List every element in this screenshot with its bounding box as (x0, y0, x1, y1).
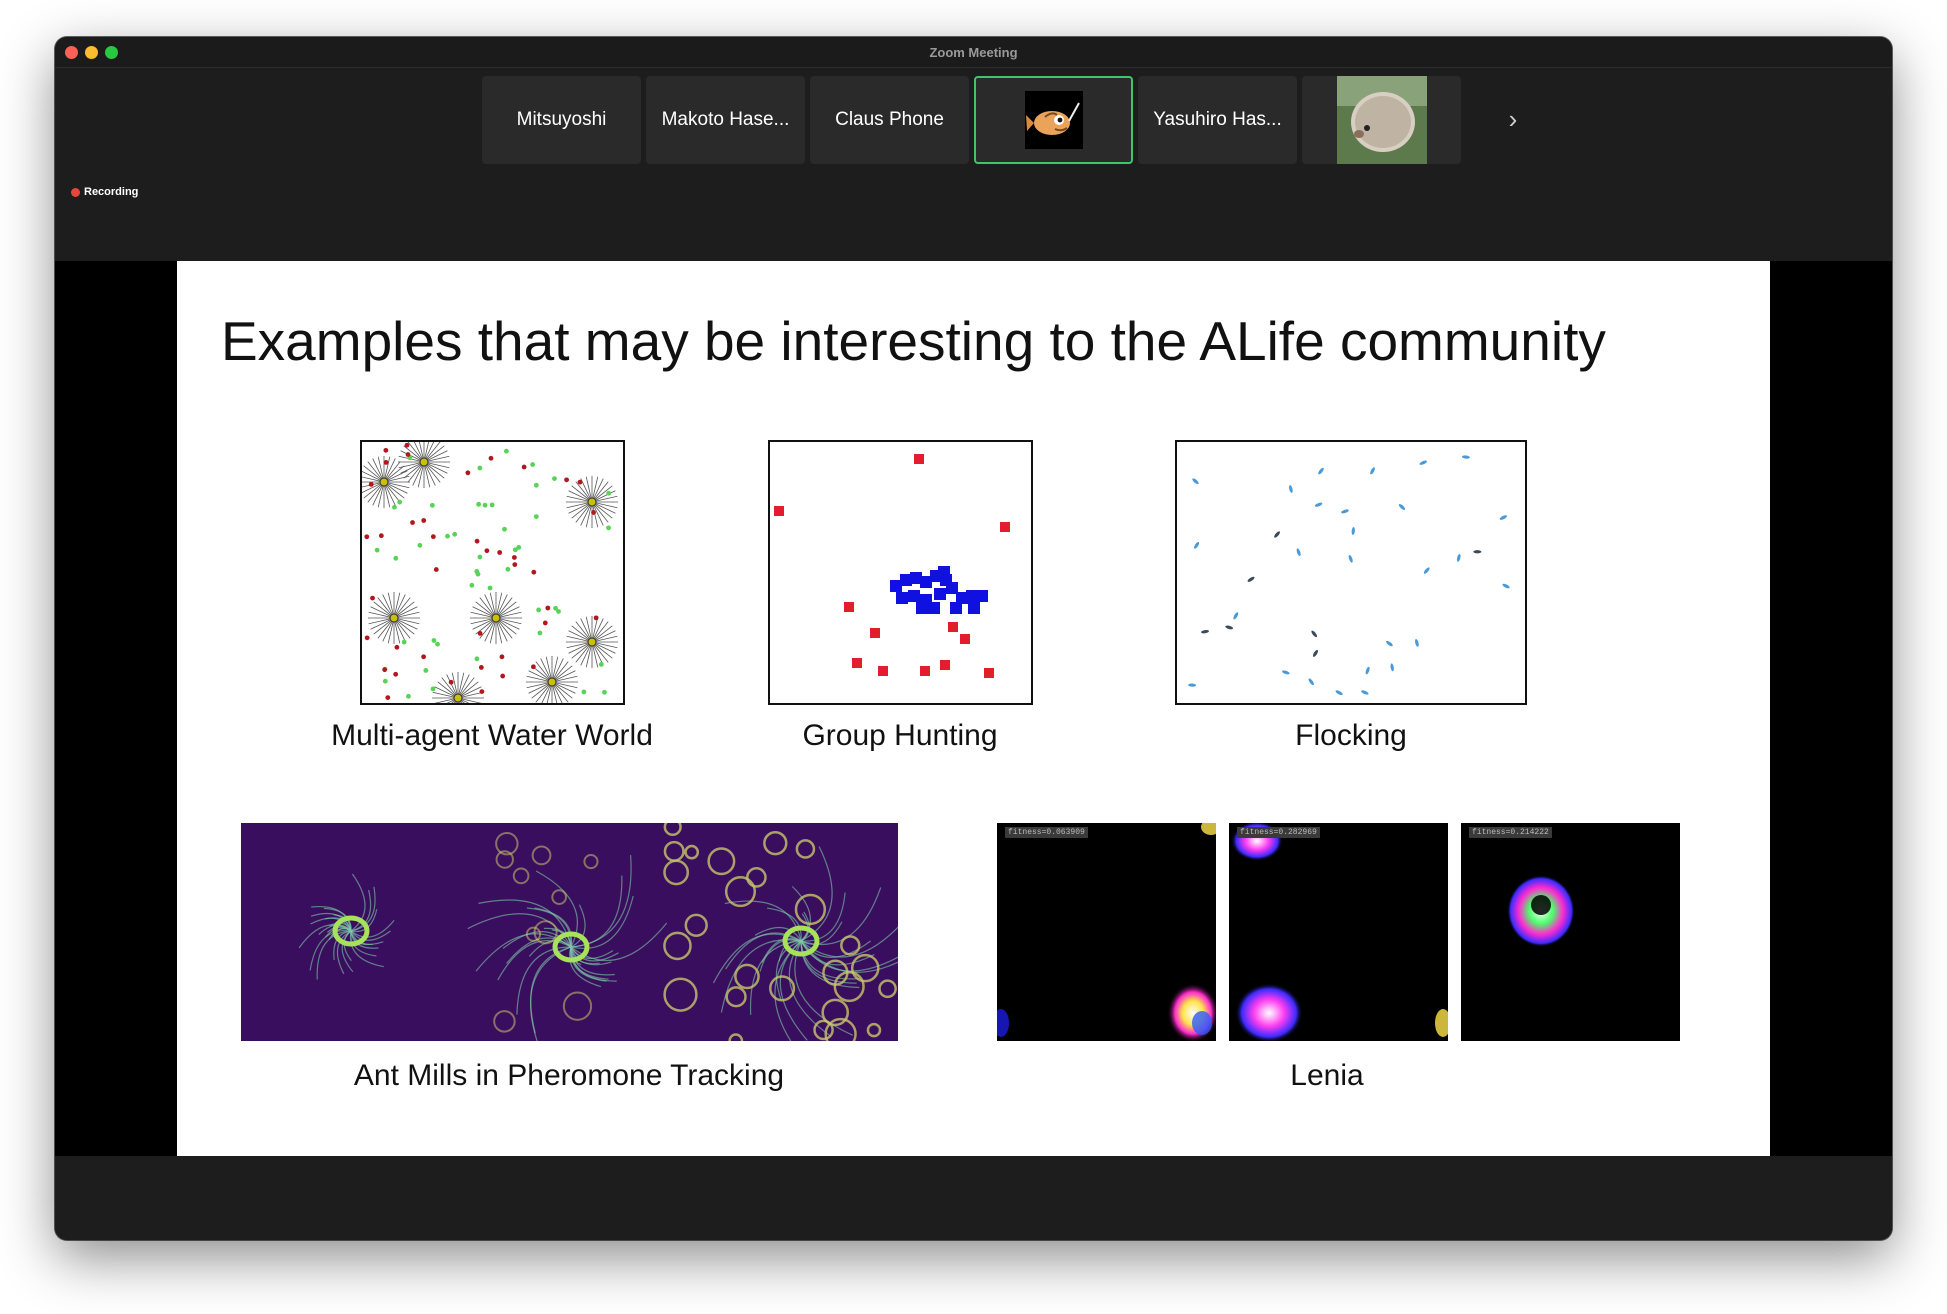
pheromone-trail (571, 855, 631, 947)
food-dot (553, 606, 558, 611)
food-dot (606, 525, 611, 530)
chevron-right-icon[interactable]: › (1508, 104, 1518, 134)
poison-dot (497, 550, 502, 555)
poison-dot (475, 539, 480, 544)
prey-square (878, 666, 888, 676)
prey-square (870, 628, 880, 638)
food-dot (504, 449, 509, 454)
boid (1390, 663, 1394, 671)
boid (1310, 630, 1318, 638)
food-dot (470, 583, 475, 588)
predator-square (896, 592, 908, 604)
food-dot (506, 567, 511, 572)
boid (1369, 467, 1376, 476)
group-hunting-figure (768, 440, 1033, 705)
predator-square (916, 602, 928, 614)
caption-flocking: Flocking (1295, 719, 1407, 752)
poison-dot (484, 548, 489, 553)
participant-tile-hedgehog[interactable] (1302, 76, 1461, 164)
boid (1423, 567, 1431, 575)
trail-loop (879, 981, 895, 997)
meeting-controls-bar (55, 1156, 1892, 1240)
poison-dot (591, 510, 596, 515)
food-dot (516, 545, 521, 550)
predator-square (950, 602, 962, 614)
caption-lenia: Lenia (1290, 1059, 1364, 1092)
trail-loop (552, 890, 566, 904)
participant-tile-active-speaker[interactable] (974, 76, 1133, 164)
boid (1361, 689, 1370, 695)
participant-tile-yasuhiro[interactable] (1138, 76, 1297, 164)
poison-dot (531, 664, 536, 669)
poison-dot (383, 448, 388, 453)
poison-dot (410, 520, 415, 525)
poison-dot (522, 465, 527, 470)
poison-dot (478, 631, 483, 636)
poison-dot (500, 674, 505, 679)
participant-name: Makoto Hase... (661, 109, 790, 130)
boid (1225, 625, 1234, 630)
lenia-fitness-label: fitness=0.214222 (1469, 827, 1552, 838)
participant-name: Mitsuyoshi (516, 109, 607, 130)
boid (1456, 554, 1461, 563)
pheromone-trail (351, 931, 391, 940)
fish-cartoon-avatar (1025, 91, 1083, 149)
food-dot (397, 500, 402, 505)
recording-label: Recording (84, 186, 139, 198)
poison-dot (545, 606, 550, 611)
agent-dot (390, 614, 398, 622)
participant-name: Yasuhiro Has... (1153, 109, 1282, 130)
trail-loop (841, 936, 859, 954)
lenia-fitness-label: fitness=0.282969 (1237, 827, 1320, 838)
predator-square (976, 590, 988, 602)
trail-loop (665, 823, 681, 835)
caption-group-hunting: Group Hunting (802, 719, 998, 752)
food-dot (417, 543, 422, 548)
trail-loop (747, 868, 765, 886)
agent-dot (548, 678, 556, 686)
boid (1312, 649, 1319, 657)
lenia-panel-3 (1461, 823, 1680, 1041)
predator-square (938, 566, 950, 578)
screen-share-area (55, 261, 1892, 1156)
poison-dot (364, 534, 369, 539)
poison-dot (393, 672, 398, 677)
boid (1188, 683, 1196, 687)
trail-loop (764, 832, 786, 854)
boid (1341, 509, 1350, 515)
caption-ant-mills: Ant Mills in Pheromone Tracking (353, 1059, 785, 1092)
poison-dot (434, 567, 439, 572)
trail-loop (664, 861, 687, 884)
prey-square (960, 634, 970, 644)
predator-square (934, 588, 946, 600)
food-dot (599, 662, 604, 667)
food-dot (530, 462, 535, 467)
hedgehog-photo-avatar (1337, 76, 1427, 164)
boid (1365, 666, 1371, 675)
trail-loop (533, 847, 551, 865)
poison-dot (379, 533, 384, 538)
poison-dot (465, 470, 470, 475)
lenia-panel-2 (1229, 823, 1448, 1041)
predator-square (968, 602, 980, 614)
trail-loop (686, 915, 707, 936)
poison-dot (395, 645, 400, 650)
trail-loop (727, 987, 746, 1006)
boid (1296, 548, 1302, 557)
trail-loop (797, 840, 814, 857)
participant-tile-mitsuyoshi[interactable] (482, 76, 641, 164)
presentation-slide (177, 261, 1770, 1156)
poison-dot (531, 570, 536, 575)
food-dot (490, 503, 495, 508)
food-dot (392, 505, 397, 510)
trail-loop (564, 993, 591, 1020)
recording-indicator (71, 186, 138, 198)
poison-dot (594, 615, 599, 620)
participant-tile-claus[interactable] (810, 76, 969, 164)
food-dot (502, 527, 507, 532)
poison-dot (479, 689, 484, 694)
food-dot (474, 569, 479, 574)
food-dot (534, 514, 539, 519)
food-dot (536, 608, 541, 613)
boid (1398, 503, 1406, 511)
poison-dot (431, 534, 436, 539)
trail-loop (665, 842, 684, 861)
agent-dot (454, 694, 462, 702)
title-bar (55, 37, 1892, 68)
boid (1282, 670, 1291, 676)
food-dot (534, 483, 539, 488)
boid (1317, 467, 1324, 475)
recording-dot-icon (71, 188, 80, 197)
boid (1247, 576, 1255, 583)
trail-loop (709, 848, 734, 873)
food-dot (423, 668, 428, 673)
boid (1314, 502, 1323, 508)
food-dot (430, 503, 435, 508)
food-dot (552, 476, 557, 481)
trail-loop (584, 855, 597, 868)
flocking-figure (1175, 440, 1527, 705)
boid (1191, 477, 1199, 485)
prey-square (774, 506, 784, 516)
boid (1462, 455, 1470, 459)
boid (1348, 555, 1354, 564)
prey-square (1000, 522, 1010, 532)
food-dot (538, 631, 543, 636)
food-dot (581, 690, 586, 695)
poison-dot (406, 452, 411, 457)
agent-dot (380, 478, 388, 486)
food-dot (602, 690, 607, 695)
boid (1273, 530, 1281, 538)
food-dot (488, 586, 493, 591)
poison-dot (564, 477, 569, 482)
food-dot (393, 556, 398, 561)
food-dot (375, 548, 380, 553)
boid (1473, 550, 1481, 553)
food-dot (606, 491, 611, 496)
poison-dot (543, 621, 548, 626)
window-title: Zoom Meeting (929, 45, 1018, 60)
food-dot (383, 679, 388, 684)
food-dot (431, 686, 436, 691)
food-dot (432, 638, 437, 643)
boid (1414, 639, 1419, 648)
boid (1385, 640, 1393, 647)
agent-dot (588, 498, 596, 506)
boid (1201, 630, 1209, 634)
lenia-panel-1 (997, 823, 1216, 1041)
boid (1232, 612, 1239, 621)
boid (1335, 689, 1344, 696)
poison-dot (578, 480, 583, 485)
boid (1419, 460, 1428, 466)
trail-loop (868, 1024, 880, 1036)
food-dot (475, 656, 480, 661)
boid (1502, 583, 1511, 589)
food-dot (477, 466, 482, 471)
caption-water-world: Multi-agent Water World (331, 719, 653, 752)
food-dot (452, 532, 457, 537)
ant-mills-figure (241, 823, 898, 1041)
boid (1193, 541, 1200, 549)
pheromone-trail (714, 934, 802, 983)
boid (1288, 485, 1293, 494)
food-dot (483, 503, 488, 508)
agent-dot (588, 638, 596, 646)
poison-dot (421, 654, 426, 659)
prey-square (940, 660, 950, 670)
water-world-figure (360, 440, 625, 705)
boid (1351, 527, 1355, 535)
food-dot (406, 694, 411, 699)
poison-dot (405, 443, 410, 448)
zoom-window (55, 37, 1892, 1240)
prey-square (948, 622, 958, 632)
agent-dot (420, 458, 428, 466)
prey-square (984, 668, 994, 678)
poison-dot (449, 680, 454, 685)
boid (1499, 514, 1508, 520)
poison-dot (512, 562, 517, 567)
food-dot (476, 502, 481, 507)
predator-square (928, 602, 940, 614)
lenia-fitness-label: fitness=0.063909 (1005, 827, 1088, 838)
participant-tile-makoto[interactable] (646, 76, 805, 164)
food-dot (402, 640, 407, 645)
agent-dot (492, 614, 500, 622)
poison-dot (384, 460, 389, 465)
poison-dot (512, 555, 517, 560)
poison-dot (369, 482, 374, 487)
trail-loop (664, 933, 690, 959)
food-dot (478, 555, 483, 560)
trail-loop (686, 846, 698, 858)
trail-loop (730, 1035, 742, 1041)
prey-square (920, 666, 930, 676)
poison-dot (382, 667, 387, 672)
food-dot (435, 642, 440, 647)
poison-dot (421, 518, 426, 523)
poison-dot (489, 456, 494, 461)
participant-name: Claus Phone (835, 109, 944, 130)
prey-square (914, 454, 924, 464)
poison-dot (370, 596, 375, 601)
boid (1308, 678, 1315, 686)
food-dot (445, 534, 450, 539)
poison-dot (365, 635, 370, 640)
predator-square (908, 590, 920, 602)
trail-loop (494, 1011, 514, 1031)
prey-square (844, 602, 854, 612)
slide-title: Examples that may be interesting to the ALife community (221, 310, 1606, 372)
poison-dot (479, 665, 484, 670)
trail-loop (665, 979, 697, 1011)
prey-square (852, 658, 862, 668)
poison-dot (385, 695, 390, 700)
poison-dot (500, 654, 505, 659)
trail-loop (514, 869, 529, 884)
